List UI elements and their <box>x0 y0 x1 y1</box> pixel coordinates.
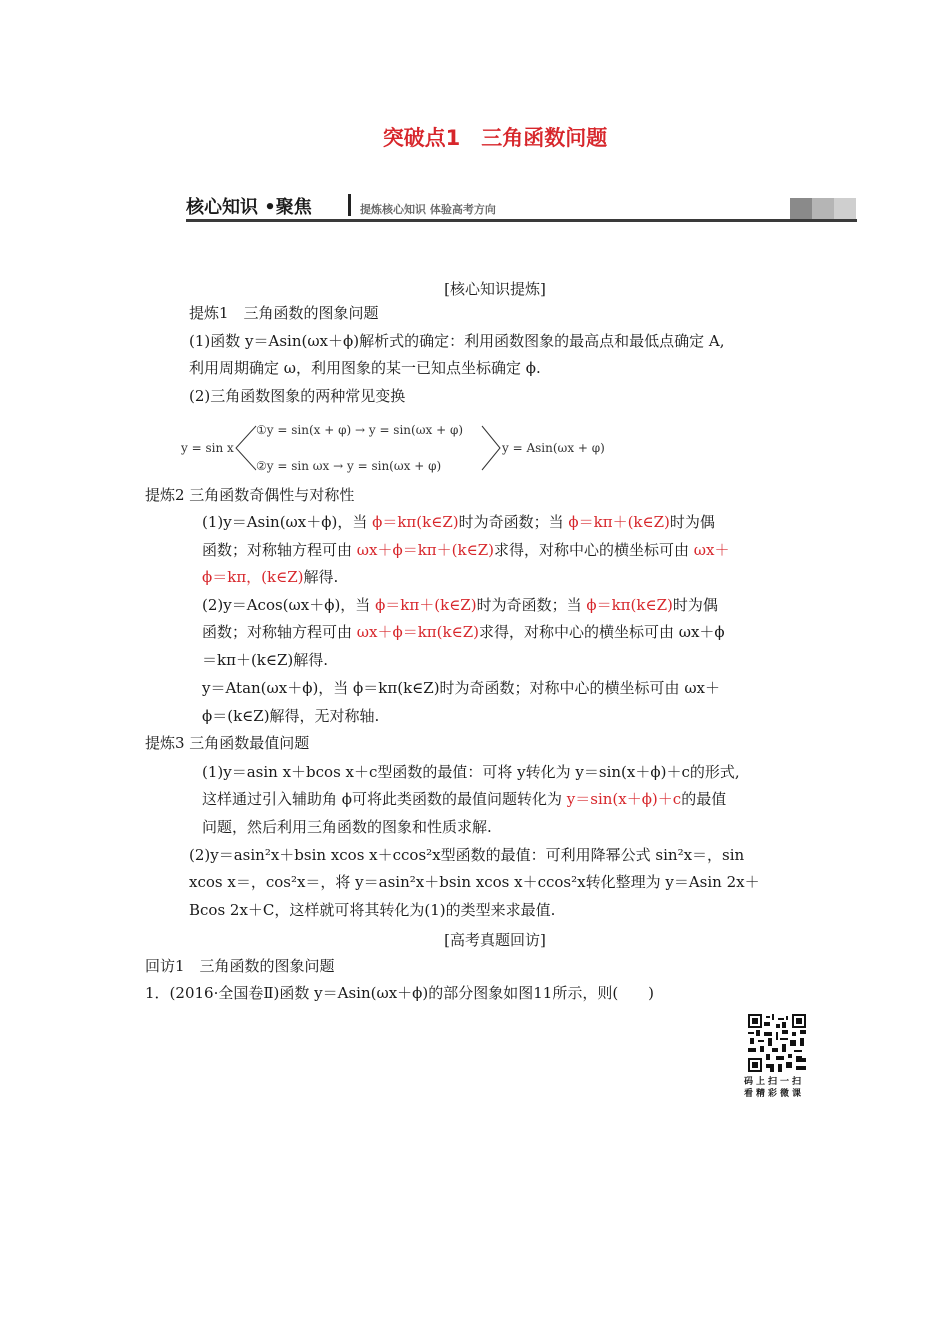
tl3-p1-l2: 这样通过引入辅助角 ϕ可将此类函数的最值问题转化为 y＝sin(x＋ϕ)＋c的最值 <box>202 790 727 808</box>
tl3-p1-l3: 问题，然后利用三角函数的图象和性质求解. <box>202 818 492 836</box>
tl2-s2-l2: 函数；对称轴方程可由 ωx＋ϕ＝kπ(k∈Z)求得，对称中心的横坐标可由 ωx＋ϕ <box>202 623 725 641</box>
banner-subtitle: 提炼核心知识 体验高考方向 <box>360 203 496 216</box>
tl3-p2-l1: (2)y＝asin²x＋bsin xcos x＋ccos²x型函数的最值：可利用降幂公式 sin²x＝，sin <box>189 846 745 864</box>
banner-label: 核心知识 •聚焦 <box>186 197 312 218</box>
tl3-p1-l1: (1)y＝asin x＋bcos x＋c型函数的最值：可将 y转化为 y＝sin(x＋ϕ)＋c的形式, <box>202 763 740 781</box>
banner-divider <box>348 194 351 216</box>
diagram-branch2: ②y = sin ωx → y = sin(ωx + φ) <box>256 459 442 473</box>
tl1-p1b: 利用周期确定 ω，利用图象的某一已知点坐标确定 ϕ. <box>189 359 541 377</box>
section-head-knowledge: [核心知识提炼] <box>444 280 546 298</box>
qr-caption-1: 码上扫一扫 <box>744 1077 805 1087</box>
page-title: 突破点1 三角函数问题 <box>382 126 608 150</box>
diagram-end: y = Asin(ωx + φ) <box>502 441 605 455</box>
tl2-s2-l1: (2)y＝Acos(ωx＋ϕ)，当 ϕ＝kπ＋(k∈Z)时为奇函数；当 ϕ＝kπ(k∈Z)时为偶 <box>202 596 718 614</box>
diagram-branch1: ①y = sin(x + φ) → y = sin(ωx + φ) <box>256 423 464 437</box>
tl2-s3-l2: ϕ＝(k∈Z)解得，无对称轴. <box>202 707 380 725</box>
tl3-p2-l2: xcos x＝，cos²x＝，将 y＝asin²x＋bsin xcos x＋ccos²x转化整理为 y＝Asin 2x＋ <box>189 873 760 891</box>
qr-caption-2: 看精彩微课 <box>744 1089 805 1099</box>
hf1-heading: 回访1 三角函数的图象问题 <box>145 957 335 975</box>
question-1: 1．(2016·全国卷Ⅱ)函数 y＝Asin(ωx＋ϕ)的部分图象如图11所示，则( ) <box>145 984 655 1002</box>
tl2-s2-l3: ＝kπ＋(k∈Z)解得. <box>202 651 329 669</box>
banner-blocks <box>790 198 856 219</box>
tl2-s1-l1: (1)y＝Asin(ωx＋ϕ)，当 ϕ＝kπ(k∈Z)时为奇函数；当 ϕ＝kπ＋(k∈Z)时为偶 <box>202 513 715 531</box>
tl2-s3-l1: y＝Atan(ωx＋ϕ)，当 ϕ＝kπ(k∈Z)时为奇函数；对称中心的横坐标可由 ωx＋ <box>202 679 721 697</box>
tl1-p1a: (1)函数 y＝Asin(ωx＋ϕ)解析式的确定：利用函数图象的最高点和最低点确定 A, <box>189 332 725 350</box>
tl3-heading: 提炼3 三角函数最值问题 <box>145 734 310 752</box>
banner-rule <box>186 219 857 222</box>
tl1-heading: 提炼1 三角函数的图象问题 <box>189 304 379 322</box>
qr-code-icon[interactable] <box>748 1014 806 1072</box>
tl3-p2-l3: Bcos 2x＋C，这样就可将其转化为(1)的类型来求最值. <box>189 901 556 919</box>
tl2-s1-l3: ϕ＝kπ，(k∈Z)解得. <box>202 568 339 586</box>
tl2-heading: 提炼2 三角函数奇偶性与对称性 <box>145 486 355 504</box>
diagram-start: y = sin x <box>181 441 234 455</box>
section-head-exam: [高考真题回访] <box>444 931 546 949</box>
tl2-s1-l2: 函数；对称轴方程可由 ωx＋ϕ＝kπ＋(k∈Z)求得，对称中心的横坐标可由 ωx＋ <box>202 541 730 559</box>
tl1-p2: (2)三角函数图象的两种常见变换 <box>189 387 406 405</box>
